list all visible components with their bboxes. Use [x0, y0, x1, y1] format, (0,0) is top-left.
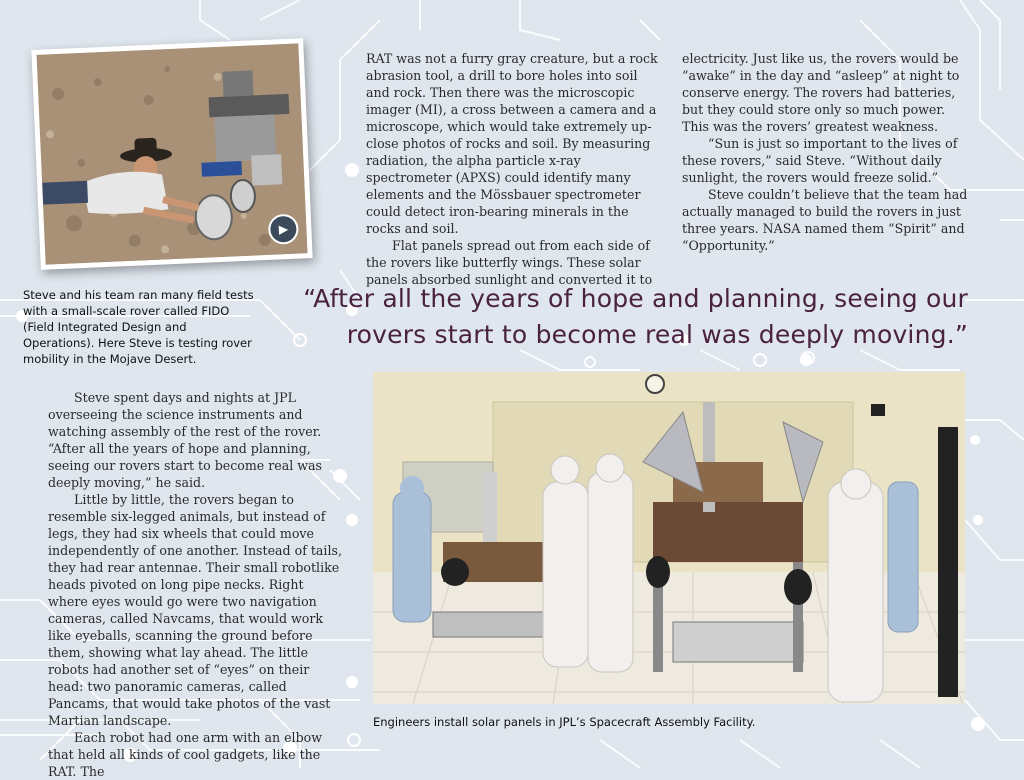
fido-photo-image — [37, 43, 308, 264]
paragraph: “Sun is just so important to the lives of these rovers,” said Steve. “Without daily sunlight, the rovers would freeze solid.” — [682, 136, 958, 185]
assembly-photo-caption: Engineers install solar panels in JPL’s Spacecraft Assembly Facility. — [373, 715, 756, 729]
paragraph: Steve spent days and nights at JPL overseeing the science instruments and watching assembly of the rest of the rover. “After all the years of hope and planning, seeing our rovers start to become real was deeply moving,” he said. — [48, 390, 323, 490]
fido-photo-illustration — [37, 43, 308, 264]
assembly-photo-illustration — [373, 372, 965, 704]
text-column-right — [682, 50, 974, 254]
fido-rover-photo — [31, 38, 312, 270]
pull-quote — [268, 281, 968, 353]
fido-photo-caption: Steve and his team ran many field tests with a small-scale rover called FIDO (Field Integrated Design and Operations). Here Steve is testing rover mobility in the Mojave Desert. — [23, 288, 254, 366]
pull-quote-line-1: “After all the years of hope and planning, seeing our — [303, 284, 968, 313]
paragraph: RAT was not a furry gray creature, but a rock abrasion tool, a drill to bore holes into soil and rock. Then there was the microscopic imager (MI), a cross between a camera and a microscope, which would take extremely up-close photos of rocks and soil. By measuring radiation, the alpha particle x-ray spectrometer (APXS) could identify many elements and the Mössbauer spectrometer could detect iron-bearing minerals in the rocks and soil. — [366, 51, 658, 236]
assembly-facility-photo — [373, 372, 965, 704]
paragraph: electricity. Just like us, the rovers would be “awake” in the day and “asleep” at night to conserve energy. The rovers had batteries, but they could store only so much power. This was the rovers’ greatest weakness. — [682, 51, 960, 134]
play-icon: ▶ — [278, 222, 289, 237]
paragraph: Flat panels spread out from each side of the rovers like butterfly wings. These solar panels absorbed sunlight and converted it to — [366, 238, 653, 287]
paragraph: Little by little, the rovers began to resemble six-legged animals, but instead of legs, they had six wheels that could move independently of one another. Instead of tails, they had rear antennae. Their small robotlike heads pivoted on long pipe necks. Right where eyes would go were two navigation cameras, called Navcams, that would work like eyeballs, scanning the ground before them, showing what lay ahead. The little robots had another set of “eyes” on their head: two panoramic cameras, called Pancams, that would take photos of the vast Martian landscape. — [48, 492, 342, 728]
text-column-middle — [366, 50, 662, 288]
paragraph: Steve couldn’t believe that the team had actually managed to build the rovers in just three years. NASA named them “Spirit” and “Opportunity.” — [682, 187, 968, 253]
text-column-left — [48, 389, 344, 780]
paragraph: Each robot had one arm with an elbow that held all kinds of cool gadgets, like the RAT. The — [48, 730, 322, 779]
pull-quote-line-2: rovers start to become real was deeply moving.” — [346, 320, 968, 349]
